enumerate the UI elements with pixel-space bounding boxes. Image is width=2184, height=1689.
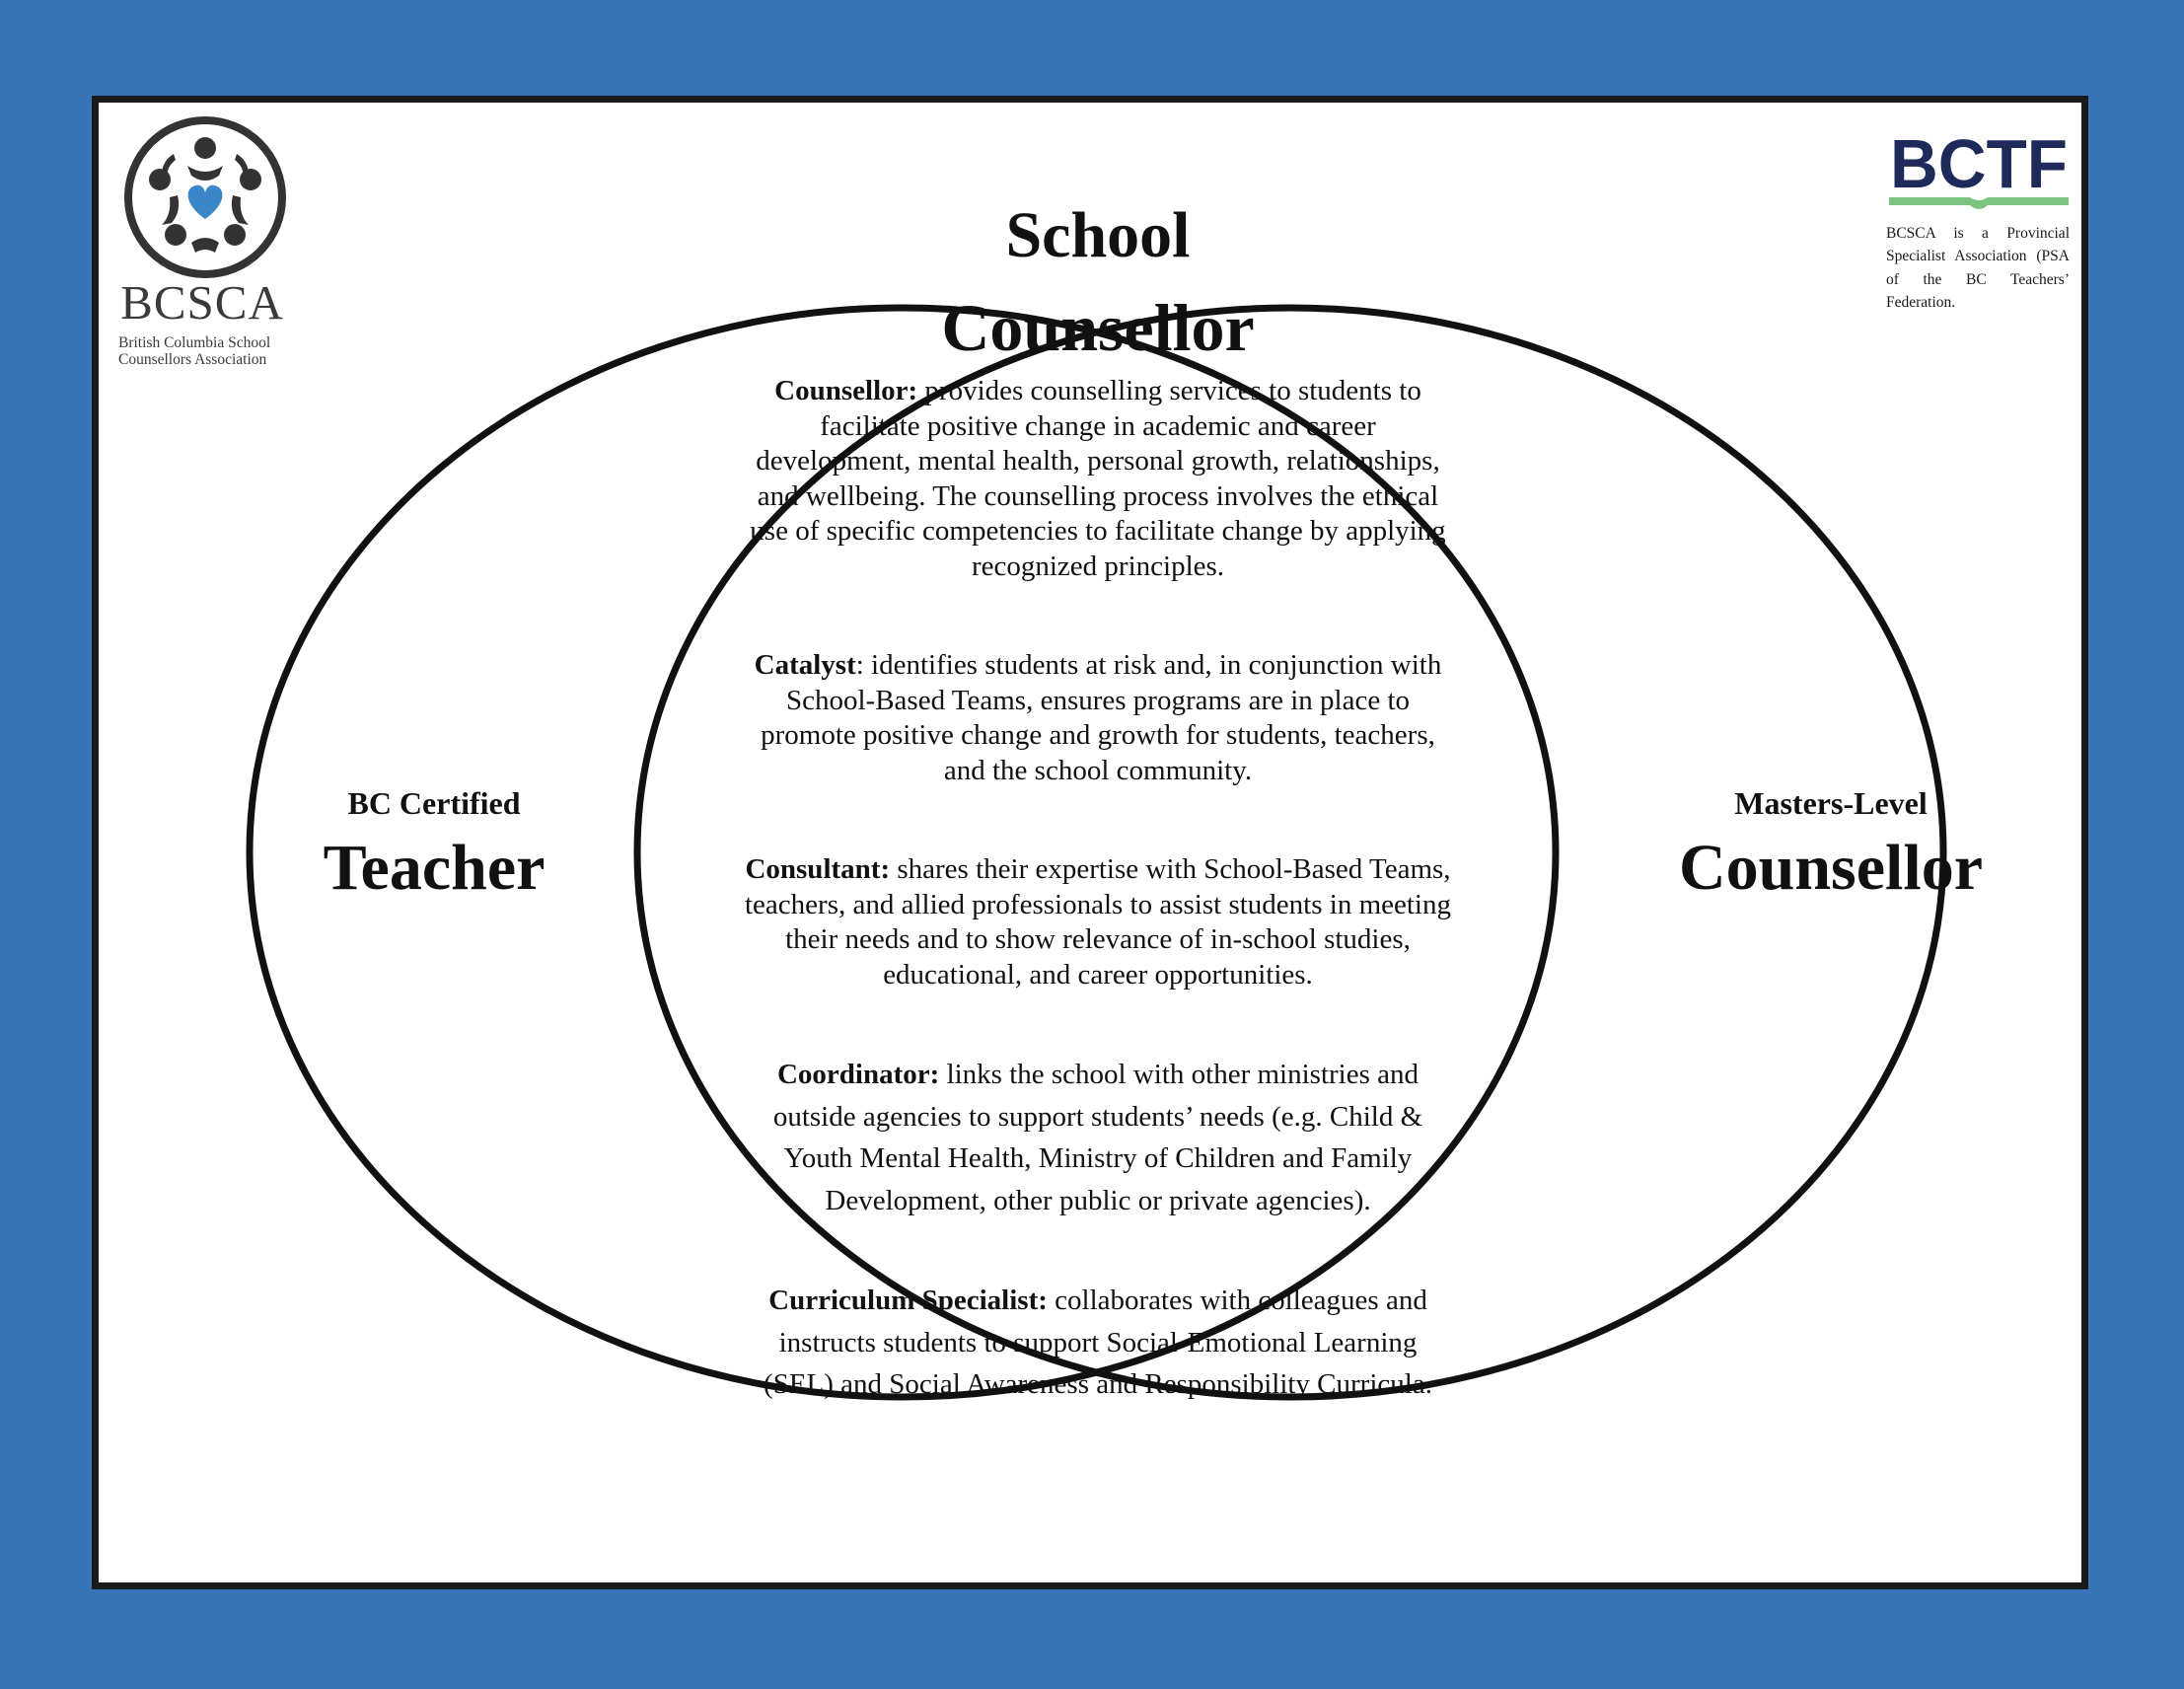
bcsca-full-name [118, 334, 306, 368]
bcsca-full-name-line2: Counsellors Association [118, 351, 267, 369]
role-description: : identifies students at risk and, in conjunction with School-Based Teams, ensures programs are in place to promote positive change and growth for students, teachers, and the school community. [761, 649, 1442, 786]
role-description: collaborates with colleagues and instructs students to support Social-Emotional Learning (SEL) and Social Awareness and Responsibility Curricula. [764, 1285, 1432, 1400]
psa-note: BCSCA is a Provincial Specialist Association (PSA of the BC Teachers’ Federation. [1886, 225, 2070, 311]
role-consultant [743, 852, 1453, 992]
venn-card [92, 96, 2088, 1589]
role-counsellor [743, 374, 1453, 584]
right-set-title: Counsellor [1678, 832, 1984, 904]
role-coordinator [743, 1054, 1453, 1221]
intersection-title-line2: Counsellor [941, 290, 1255, 365]
role-catalyst [743, 648, 1453, 788]
role-description: provides counselling services to students to facilitate positive change in academic and career development, mental health, personal growth, relationships, and wellbeing. The counselling process involves the ethical use of specific competencies to facilitate change by applying recognized principles. [750, 375, 1446, 582]
role-description: shares their expertise with School-Based Teams, teachers, and allied professionals to assist students in meeting their needs and to show relevance of in-school studies, educational, and career opportunities. [745, 853, 1451, 991]
role-description: links the school with other ministries and outside agencies to support students’ needs (e.g. Child & Youth Mental Health, Ministry of Children and Family Development, other public or private agencies). [772, 1059, 1423, 1216]
role-term: Consultant: [745, 853, 891, 885]
bcsca-full-name-line1: British Columbia School [118, 334, 271, 351]
left-set-subtitle: BC Certified [347, 785, 521, 821]
left-set-title: Teacher [323, 832, 546, 904]
role-curriculum-specialist [743, 1280, 1453, 1406]
role-term: Catalyst [754, 649, 856, 681]
right-set-subtitle: Masters-Level [1734, 785, 1928, 821]
bcsca-wordmark: BCSCA [120, 275, 284, 330]
bctf-logo-icon [1885, 130, 2073, 219]
bctf-wordmark: BCTF [1890, 130, 2068, 202]
role-term: Coordinator: [776, 1059, 940, 1090]
role-term: Curriculum Specialist: [768, 1285, 1048, 1316]
intersection-title-line1: School [1005, 199, 1191, 271]
role-term: Counsellor: [774, 375, 918, 406]
bcsca-logo-icon [116, 116, 294, 284]
